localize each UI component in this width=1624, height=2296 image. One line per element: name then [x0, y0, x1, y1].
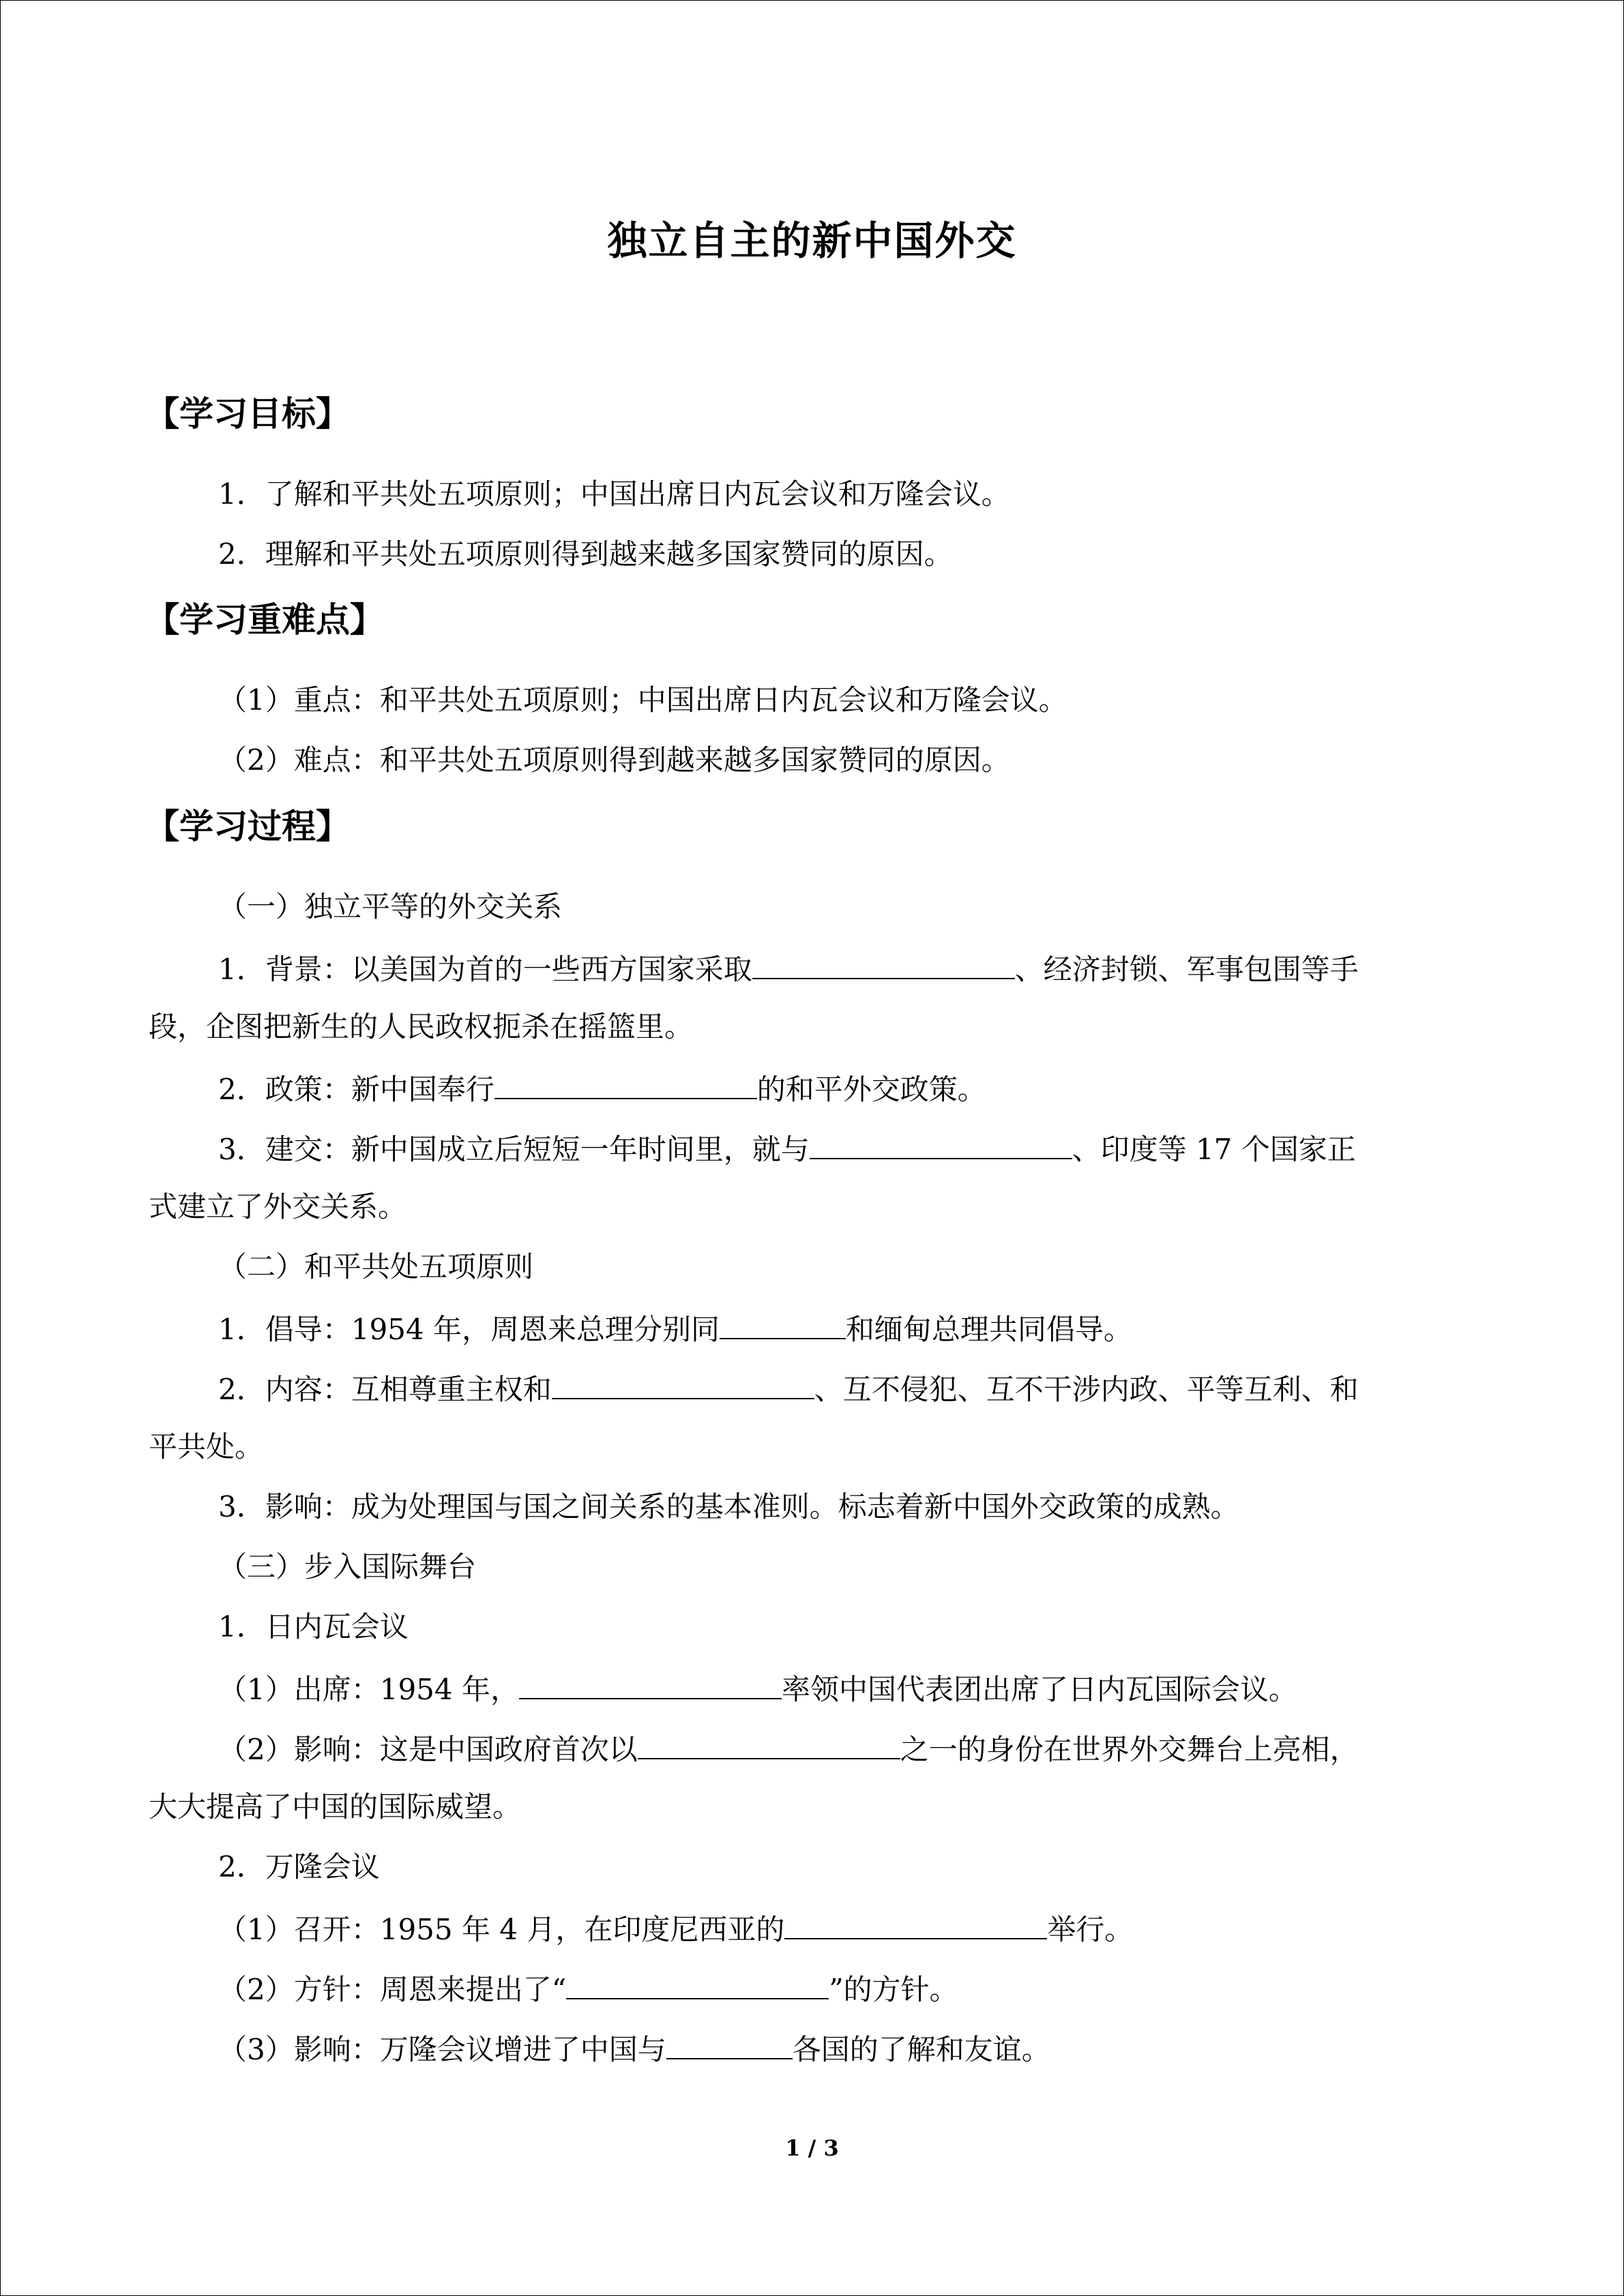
p1-relations-line — [218, 1128, 1356, 1169]
p1-relations-text-b: 、印度等 17 个国家正 — [1072, 1133, 1356, 1166]
p3-bandung-impact-text-a: （3）影响：万隆会议增进了中国与 — [218, 2033, 666, 2066]
p3-bandung-policy-text-b: ”的方针。 — [829, 1973, 958, 2006]
p3-geneva-impact-text-a: （2）影响：这是中国政府首次以 — [218, 1733, 638, 1766]
part3-title: （三）步入国际舞台 — [218, 1550, 477, 1583]
p1-relations-text-a: 3．建交：新中国成立后短短一年时间里，就与 — [218, 1133, 810, 1166]
fill-blank-bandung-policy[interactable] — [566, 1968, 829, 1999]
section-heading-key-points: 【学习重难点】 — [145, 600, 384, 640]
fill-blank-geneva-attend[interactable] — [519, 1668, 782, 1699]
p3-bandung-held-line — [218, 1908, 1133, 1949]
p3-bandung-policy-line — [218, 1968, 958, 2009]
p1-background-text-a: 1．背景：以美国为首的一些西方国家采取 — [218, 953, 752, 986]
p3-geneva-impact-line — [218, 1728, 1359, 1769]
section-heading-goals: 【学习目标】 — [145, 394, 350, 434]
fill-blank-content[interactable] — [552, 1368, 814, 1399]
key-point-item-1: （1）重点：和平共处五项原则；中国出席日内瓦会议和万隆会议。 — [218, 683, 1067, 717]
p3-bandung-impact-text-b: 各国的了解和友谊。 — [792, 2033, 1050, 2066]
p2-advocate-text-b: 和缅甸总理共同倡导。 — [845, 1313, 1132, 1346]
p3-geneva-title: 1．日内瓦会议 — [218, 1610, 409, 1643]
p1-relations-continuation: 式建立了外交关系。 — [149, 1190, 407, 1223]
p2-advocate-line — [218, 1308, 1132, 1349]
page-number: 1 / 3 — [785, 2135, 839, 2161]
p1-policy-text-b: 的和平外交政策。 — [756, 1073, 986, 1106]
p3-geneva-attend-line — [218, 1668, 1297, 1709]
p3-geneva-impact-text-b: 之一的身份在世界外交舞台上亮相， — [900, 1733, 1359, 1766]
p1-policy-line — [218, 1068, 986, 1109]
document-title: 独立自主的新中国外交 — [607, 218, 1017, 264]
p3-bandung-impact-line — [218, 2028, 1050, 2069]
p1-policy-text-a: 2．政策：新中国奉行 — [218, 1073, 494, 1106]
goal-item-2: 2．理解和平共处五项原则得到越来越多国家赞同的原因。 — [218, 537, 953, 571]
fill-blank-policy[interactable] — [494, 1068, 757, 1099]
part2-title: （二）和平共处五项原则 — [218, 1250, 534, 1283]
p2-content-text-a: 2．内容：互相尊重主权和 — [218, 1373, 552, 1406]
p1-background-text-b: 、经济封锁、军事包围等手 — [1014, 953, 1359, 986]
p3-geneva-attend-text-a: （1）出席：1954 年， — [218, 1673, 519, 1706]
p2-advocate-text-a: 1．倡导：1954 年，周恩来总理分别同 — [218, 1313, 720, 1346]
section-heading-process: 【学习过程】 — [145, 807, 350, 846]
p2-impact: 3．影响：成为处理国与国之间关系的基本准则。标志着新中国外交政策的成熟。 — [218, 1490, 1239, 1523]
p3-bandung-title: 2．万隆会议 — [218, 1850, 380, 1883]
p1-background-continuation: 段，企图把新生的人民政权扼杀在摇篮里。 — [149, 1010, 694, 1043]
fill-blank-bandung-impact[interactable] — [666, 2028, 793, 2059]
fill-blank-relations[interactable] — [810, 1128, 1072, 1159]
p2-content-line — [218, 1368, 1359, 1409]
p3-geneva-impact-continuation: 大大提高了中国的国际威望。 — [149, 1790, 522, 1823]
p3-bandung-held-text-a: （1）召开：1955 年 4 月，在印度尼西亚的 — [218, 1913, 785, 1946]
p2-content-continuation: 平共处。 — [149, 1430, 264, 1463]
p3-bandung-policy-text-a: （2）方针：周恩来提出了“ — [218, 1973, 567, 2006]
fill-blank-bandung-held[interactable] — [784, 1908, 1047, 1939]
fill-blank-geneva-impact[interactable] — [638, 1728, 900, 1759]
part1-title: （一）独立平等的外交关系 — [218, 890, 563, 923]
p2-content-text-b: 、互不侵犯、互不干涉内政、平等互利、和 — [814, 1373, 1359, 1406]
fill-blank-background[interactable] — [752, 948, 1015, 979]
p1-background-line — [218, 948, 1359, 989]
fill-blank-advocate[interactable] — [720, 1308, 846, 1339]
p3-geneva-attend-text-b: 率领中国代表团出席了日内瓦国际会议。 — [781, 1673, 1297, 1706]
goal-item-1: 1．了解和平共处五项原则；中国出席日内瓦会议和万隆会议。 — [218, 477, 1010, 511]
p3-bandung-held-text-b: 举行。 — [1047, 1913, 1134, 1946]
key-point-item-2: （2）难点：和平共处五项原则得到越来越多国家赞同的原因。 — [218, 743, 1010, 777]
